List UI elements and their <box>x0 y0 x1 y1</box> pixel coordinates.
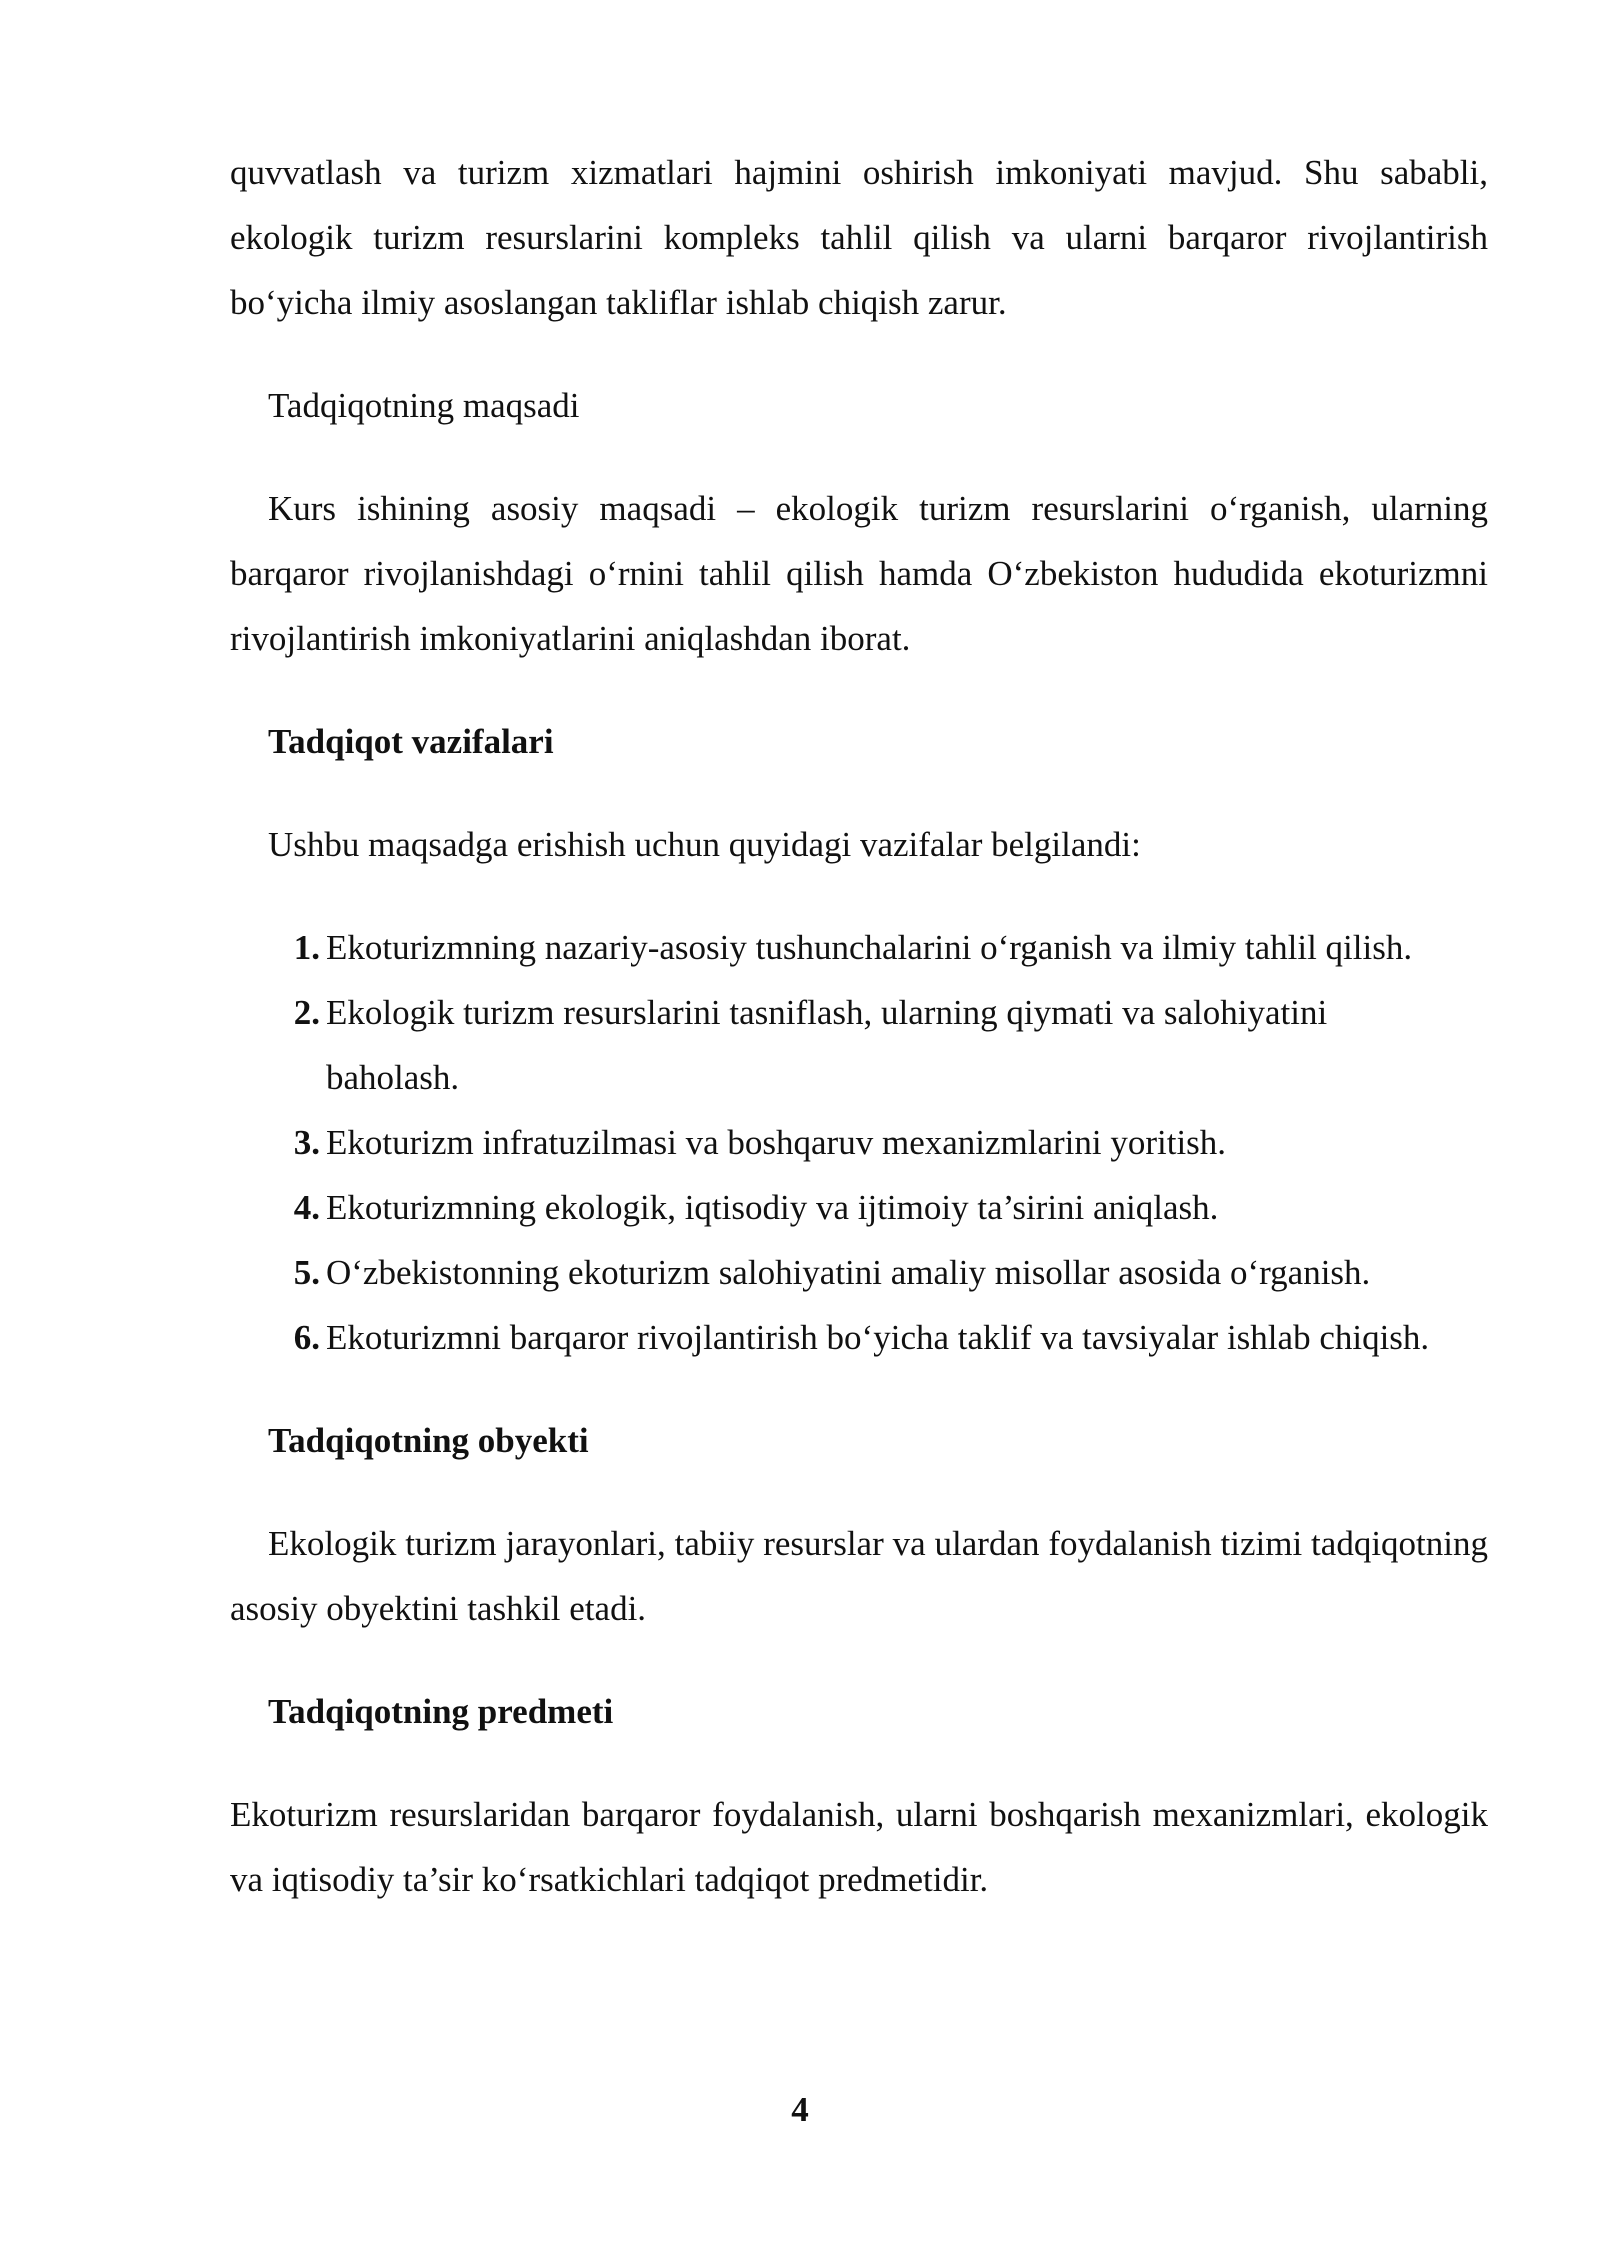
list-item-number: 6. <box>293 1318 320 1357</box>
document-page <box>230 140 1488 1912</box>
list-item <box>230 1175 1488 1240</box>
spacer <box>230 1641 1488 1679</box>
list-item-text: Ekologik turizm resurslarini tasniflash, ularning qiymati va salohiyatini baholash. <box>326 993 1328 1097</box>
list-item-text: Ekoturizm infratuzilmasi va boshqaruv mexanizmlarini yoritish. <box>326 1123 1227 1162</box>
spacer <box>230 1473 1488 1511</box>
list-item-number: 5. <box>293 1253 320 1292</box>
spacer <box>230 335 1488 373</box>
list-item <box>230 1305 1488 1370</box>
list-item <box>230 1240 1488 1305</box>
object-heading: Tadqiqotning obyekti <box>268 1421 589 1460</box>
list-item-text: O‘zbekistonning ekoturizm salohiyatini amaliy misollar asosida o‘rganish. <box>326 1253 1371 1292</box>
list-item-number: 1. <box>293 928 320 967</box>
list-item <box>230 1110 1488 1175</box>
list-item-text: Ekoturizmning ekologik, iqtisodiy va ijtimoiy ta’sirini aniqlash. <box>326 1188 1219 1227</box>
subject-heading: Tadqiqotning predmeti <box>268 1692 614 1731</box>
list-item-number: 2. <box>293 993 320 1032</box>
list-item-number: 3. <box>293 1123 320 1162</box>
spacer <box>230 671 1488 709</box>
page-number: 4 <box>791 2090 809 2129</box>
spacer <box>230 774 1488 812</box>
list-item <box>230 980 1488 1110</box>
intro-paragraph: quvvatlash va turizm xizmatlari hajmini oshirish imkoniyati mavjud. Shu sababli, ekologik turizm resurslarini kompleks tahlil qilish va ularni barqaror rivojlantirish bo‘yicha ilmiy asoslangan takliflar ishlab chiqish zarur. <box>230 153 1488 322</box>
subject-paragraph: Ekoturizm resurslaridan barqaror foydalanish, ularni boshqarish mexanizmlari, ekologik va iqtisodiy ta’sir ko‘rsatkichlari tadqiqot predmetidir. <box>230 1795 1488 1899</box>
tasks-list <box>230 915 1488 1370</box>
object-paragraph: Ekologik turizm jarayonlari, tabiiy resurslar va ulardan foydalanish tizimi tadqiqotning asosiy obyektini tashkil etadi. <box>230 1524 1488 1628</box>
aim-paragraph: Kurs ishining asosiy maqsadi – ekologik turizm resurslarini o‘rganish, ularning barqaror rivojlanishdagi o‘rnini tahlil qilish hamda O‘zbekiston hududida ekoturizmni rivojlantirish imkoniyatlarini aniqlashdan iborat. <box>230 489 1488 658</box>
list-item-text: Ekoturizmning nazariy-asosiy tushunchalarini o‘rganish va ilmiy tahlil qilish. <box>326 928 1413 967</box>
spacer <box>230 877 1488 915</box>
list-item <box>230 915 1488 980</box>
aim-heading: Tadqiqotning maqsadi <box>268 386 580 425</box>
list-item-text: Ekoturizmni barqaror rivojlantirish bo‘yicha taklif va tavsiyalar ishlab chiqish. <box>326 1318 1430 1357</box>
tasks-heading: Tadqiqot vazifalari <box>268 722 554 761</box>
spacer <box>230 1370 1488 1408</box>
list-item-number: 4. <box>293 1188 320 1227</box>
tasks-intro: Ushbu maqsadga erishish uchun quyidagi vazifalar belgilandi: <box>268 825 1141 864</box>
spacer <box>230 438 1488 476</box>
spacer <box>230 1744 1488 1782</box>
